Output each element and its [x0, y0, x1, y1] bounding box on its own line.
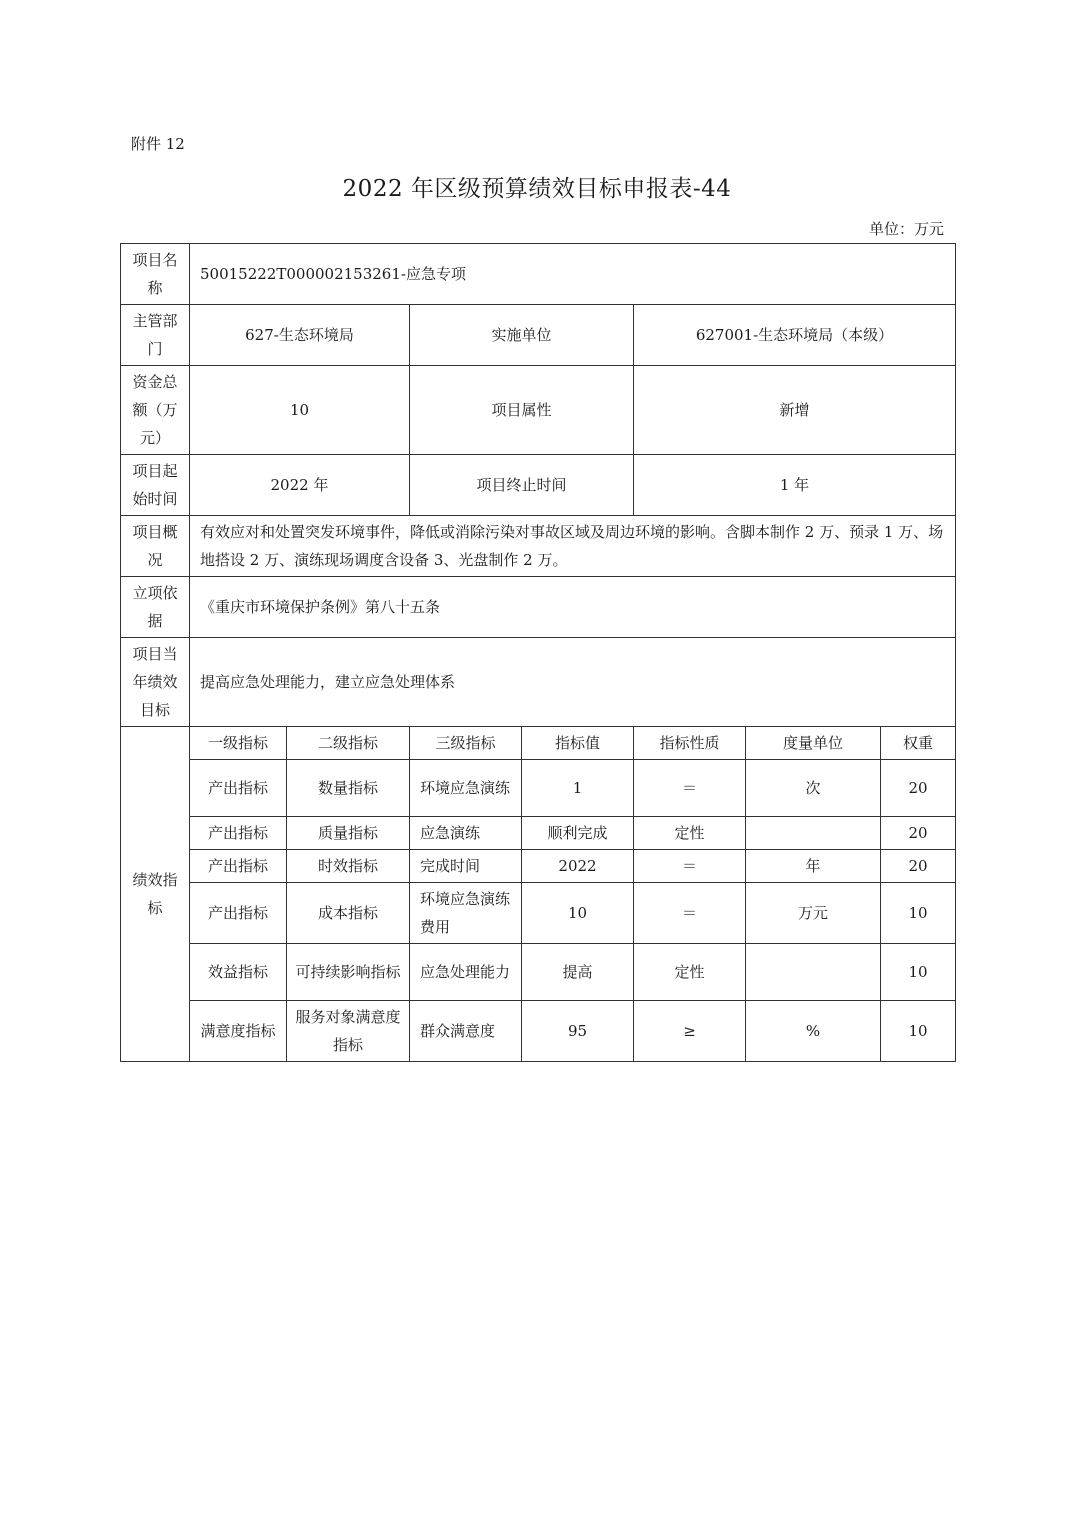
- row-project-name: [121, 244, 956, 305]
- indicator-row: [121, 883, 956, 944]
- indicator-level3: 应急演练: [410, 817, 522, 850]
- indicator-unit: 年: [746, 850, 881, 883]
- indicator-value: 顺利完成: [522, 817, 634, 850]
- overview-label: 项目概况: [121, 516, 190, 577]
- indicator-value: 10: [522, 883, 634, 944]
- indicator-level2: 成本指标: [287, 883, 410, 944]
- indicator-value: 2022: [522, 850, 634, 883]
- basis-label: 立项依据: [121, 577, 190, 638]
- indicator-row: [121, 944, 956, 1001]
- indicator-level2: 数量指标: [287, 760, 410, 817]
- end-value: 1 年: [634, 455, 956, 516]
- basis-value: 《重庆市环境保护条例》第八十五条: [190, 577, 956, 638]
- indicator-weight: 10: [881, 883, 956, 944]
- indicator-level3: 应急处理能力: [410, 944, 522, 1001]
- indicator-nature: 定性: [634, 944, 746, 1001]
- header-level2: 二级指标: [287, 727, 410, 760]
- header-value: 指标值: [522, 727, 634, 760]
- indicator-unit: [746, 817, 881, 850]
- indicator-level3: 环境应急演练: [410, 760, 522, 817]
- project-name-value: 50015222T000002153261-应急专项: [190, 244, 956, 305]
- indicator-level3: 环境应急演练费用: [410, 883, 522, 944]
- indicator-level2: 时效指标: [287, 850, 410, 883]
- row-timeframe: [121, 455, 956, 516]
- attr-label: 项目属性: [410, 366, 634, 455]
- dept-value: 627-生态环境局: [190, 305, 410, 366]
- indicator-level3: 完成时间: [410, 850, 522, 883]
- funds-label: 资金总额（万元）: [121, 366, 190, 455]
- indicator-unit: 万元: [746, 883, 881, 944]
- indicator-level1: 效益指标: [190, 944, 287, 1001]
- indicator-nature: ≥: [634, 1001, 746, 1062]
- indicator-level3: 群众满意度: [410, 1001, 522, 1062]
- indicator-value: 提高: [522, 944, 634, 1001]
- overview-value: 有效应对和处置突发环境事件，降低或消除污染对事故区域及周边环境的影响。含脚本制作 2 万、预录 1 万、场地搭设 2 万、演练现场调度含设备 3、光盘制作 2 万。: [190, 516, 956, 577]
- goal-label: 项目当年绩效目标: [121, 638, 190, 727]
- indicator-row: [121, 760, 956, 817]
- indicator-value: 1: [522, 760, 634, 817]
- end-label: 项目终止时间: [410, 455, 634, 516]
- indicator-value: 95: [522, 1001, 634, 1062]
- indicator-section-label: 绩效指标: [121, 727, 190, 1062]
- row-basis: [121, 577, 956, 638]
- indicator-unit: [746, 944, 881, 1001]
- attr-value: 新增: [634, 366, 956, 455]
- indicator-weight: 10: [881, 944, 956, 1001]
- indicator-level1: 产出指标: [190, 817, 287, 850]
- indicator-header-row: [121, 727, 956, 760]
- header-nature: 指标性质: [634, 727, 746, 760]
- impl-label: 实施单位: [410, 305, 634, 366]
- indicator-unit: %: [746, 1001, 881, 1062]
- indicator-weight: 20: [881, 760, 956, 817]
- indicator-row: [121, 1001, 956, 1062]
- indicator-row: [121, 817, 956, 850]
- impl-value: 627001-生态环境局（本级）: [634, 305, 956, 366]
- row-annual-goal: [121, 638, 956, 727]
- indicator-level2: 可持续影响指标: [287, 944, 410, 1001]
- indicator-nature: ＝: [634, 850, 746, 883]
- indicator-nature: ＝: [634, 760, 746, 817]
- indicator-row: [121, 850, 956, 883]
- goal-value: 提高应急处理能力，建立应急处理体系: [190, 638, 956, 727]
- attachment-number: 附件 12: [131, 135, 185, 153]
- indicator-level2: 质量指标: [287, 817, 410, 850]
- start-label: 项目起始时间: [121, 455, 190, 516]
- page-title: 2022 年区级预算绩效目标申报表-44: [342, 176, 732, 202]
- unit-note: 单位：万元: [868, 220, 944, 238]
- indicator-unit: 次: [746, 760, 881, 817]
- row-funds: [121, 366, 956, 455]
- header-weight: 权重: [881, 727, 956, 760]
- dept-label: 主管部门: [121, 305, 190, 366]
- row-department: [121, 305, 956, 366]
- indicator-level1: 产出指标: [190, 760, 287, 817]
- indicator-weight: 20: [881, 817, 956, 850]
- indicator-weight: 20: [881, 850, 956, 883]
- indicator-nature: ＝: [634, 883, 746, 944]
- funds-value: 10: [190, 366, 410, 455]
- indicator-level1: 产出指标: [190, 850, 287, 883]
- header-unit: 度量单位: [746, 727, 881, 760]
- header-level3: 三级指标: [410, 727, 522, 760]
- header-level1: 一级指标: [190, 727, 287, 760]
- budget-performance-table: [120, 243, 956, 1062]
- indicator-level1: 满意度指标: [190, 1001, 287, 1062]
- indicator-level1: 产出指标: [190, 883, 287, 944]
- start-value: 2022 年: [190, 455, 410, 516]
- project-name-label: 项目名称: [121, 244, 190, 305]
- row-overview: [121, 516, 956, 577]
- indicator-level2: 服务对象满意度指标: [287, 1001, 410, 1062]
- indicator-weight: 10: [881, 1001, 956, 1062]
- indicator-nature: 定性: [634, 817, 746, 850]
